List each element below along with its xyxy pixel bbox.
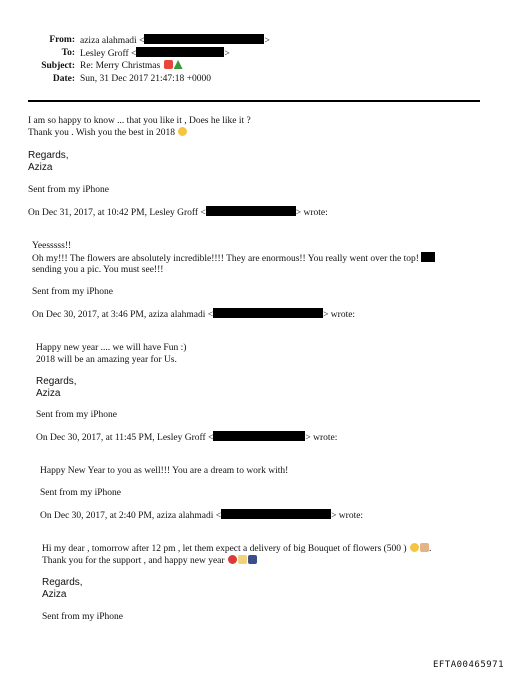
redaction-box — [213, 308, 323, 318]
quote1-attrib-text: On Dec 31, 2017, at 10:42 PM, Lesley Groff < — [28, 208, 206, 218]
smile-emoji-icon — [410, 543, 419, 552]
gift-emoji-icon — [164, 60, 173, 69]
quote4-attrib-close: > wrote: — [331, 511, 364, 521]
fireworks-emoji-icon — [248, 555, 257, 564]
quote1-attribution — [28, 206, 328, 219]
quote4-attribution — [40, 509, 363, 522]
from-label: From: — [49, 35, 75, 45]
msg1-line1: I am so happy to know ... that you like it , Does he like it ? — [28, 116, 251, 126]
quote4-regards: Regards, — [42, 577, 83, 588]
to-value — [80, 47, 230, 60]
header-divider — [28, 100, 480, 102]
to-label: To: — [61, 48, 75, 58]
redaction-box — [136, 47, 224, 57]
quote1-line2-text: Oh my!!! The flowers are absolutely incredible!!!! They are enormous!! You really went over the top! — [32, 254, 419, 264]
quote1-attrib-close: > wrote: — [295, 208, 328, 218]
from-value — [80, 34, 270, 47]
quote2-attrib-text: On Dec 30, 2017, at 3:46 PM, aziza alahmadi < — [32, 310, 214, 320]
msg1-name: Aziza — [28, 162, 53, 173]
msg1-regards: Regards, — [28, 150, 69, 161]
quote3-attribution — [36, 431, 337, 444]
redaction-box — [421, 252, 435, 262]
quote4-name: Aziza — [42, 589, 67, 600]
redaction-box — [213, 431, 305, 441]
redaction-box — [221, 509, 331, 519]
from-close: > — [264, 36, 270, 46]
quote2-regards: Regards, — [36, 376, 77, 387]
msg1-sent: Sent from my iPhone — [28, 185, 110, 195]
quote4-line1 — [42, 543, 431, 555]
to-close: > — [224, 49, 230, 59]
quote1-line1: Yeesssss!! — [32, 241, 72, 251]
from-name: aziza alahmadi < — [80, 36, 145, 46]
christmas-tree-emoji-icon — [174, 60, 183, 69]
kiss-emoji-icon — [178, 127, 187, 136]
redaction-box — [144, 34, 264, 44]
date-label: Date: — [52, 74, 75, 84]
msg1-line2 — [28, 127, 187, 139]
quote4-attrib-text: On Dec 30, 2017, at 2:40 PM, aziza alahmadi < — [40, 511, 222, 521]
quote4-sent: Sent from my iPhone — [42, 612, 124, 622]
quote4-line2-text: Thank you for the support , and happy new year — [42, 556, 225, 566]
quote1-line3: sending you a pic. You must see!!! — [32, 265, 164, 275]
quote2-line1: Happy new year .... we will have Fun :) — [36, 343, 187, 353]
quote2-line2: 2018 will be an amazing year for Us. — [36, 355, 177, 365]
quote3-attrib-text: On Dec 30, 2017, at 11:45 PM, Lesley Groff < — [36, 433, 214, 443]
subject-label: Subject: — [41, 61, 75, 71]
quote3-attrib-close: > wrote: — [305, 433, 338, 443]
quote2-attribution — [32, 308, 355, 321]
quote3-sent: Sent from my iPhone — [40, 488, 122, 498]
quote3-line1: Happy New Year to you as well!!! You are a dream to work with! — [40, 466, 289, 476]
msg1-line2-text: Thank you . Wish you the best in 2018 — [28, 128, 175, 138]
quote1-sent: Sent from my iPhone — [32, 287, 114, 297]
subject-text: Re: Merry Christmas — [80, 61, 161, 71]
quote4-line2 — [42, 555, 257, 567]
bates-number: EFTA00465971 — [432, 660, 504, 670]
to-name: Lesley Groff < — [80, 49, 137, 59]
quote2-attrib-close: > wrote: — [323, 310, 356, 320]
party-emoji-icon — [238, 555, 247, 564]
balloon-emoji-icon — [228, 555, 237, 564]
quote2-sent: Sent from my iPhone — [36, 410, 118, 420]
subject-value — [80, 60, 183, 72]
date-value: Sun, 31 Dec 2017 21:47:18 +0000 — [80, 74, 211, 84]
period: . — [428, 544, 432, 554]
redaction-box — [206, 206, 296, 216]
quote4-line1-text: Hi my dear , tomorrow after 12 pm , let them expect a delivery of big Bouquet of flowers (500 ) — [42, 544, 407, 554]
thumbs-up-emoji-icon — [420, 543, 432, 554]
quote2-name: Aziza — [36, 388, 61, 399]
